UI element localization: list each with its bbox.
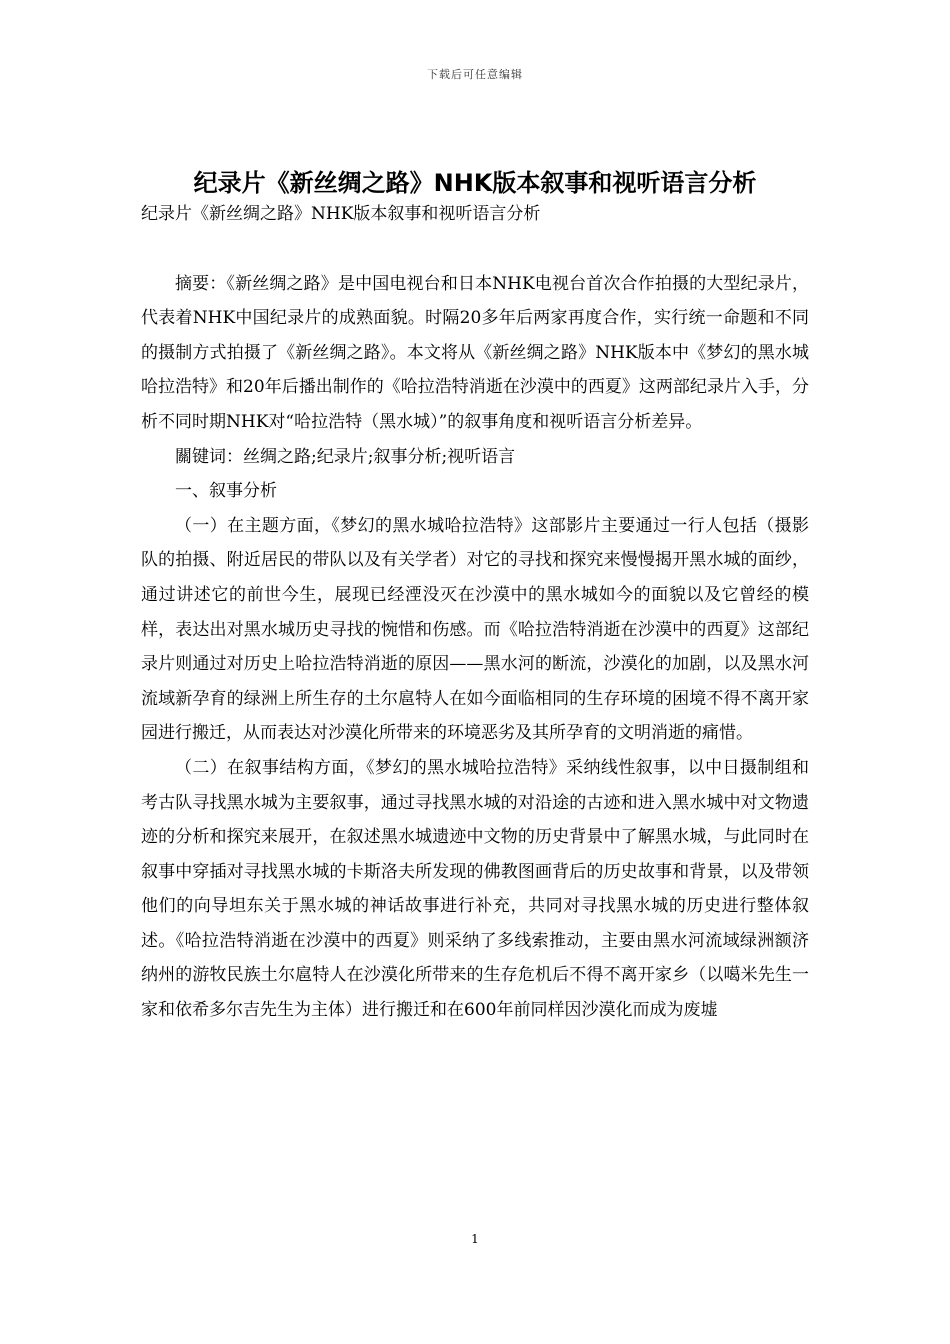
page-number: 1 — [471, 1232, 479, 1246]
document-subtitle: 纪录片《新丝绸之路》NHK版本叙事和视听语言分析 — [141, 204, 541, 224]
body-paragraph-1: （一）在主题方面，《梦幻的黑水城哈拉浩特》这部影片主要通过一行人包括（摄影队的拍摄、附近居民的带队以及有关学者）对它的寻找和探究来慢慢揭开黑水城的面纱，通过讲述它的前世今生，展现已经湮没灭在沙漠中的黑水城如今的面貌以及它曾经的模样，表达出对黑水城历史寻找的惋惜和伤感。而《哈拉浩特消逝在沙漠中的西夏》这部纪录片则通过对历史上哈拉浩特消逝的原因——黑水河的断流，沙漠化的加剧，以及黑水河流域新孕育的绿洲上所生存的土尔扈特人在如今面临相同的生存环境的困境不得不离开家园进行搬迁，从而表达对沙漠化所带来的环境恶劣及其所孕育的文明消逝的痛惜。 — [141, 515, 809, 744]
document-body — [141, 197, 809, 1028]
header-note: 下载后可任意编辑 — [427, 68, 523, 81]
body-paragraph-2: （二）在叙事结构方面，《梦幻的黑水城哈拉浩特》采纳线性叙事，以中日摄制组和考古队寻找黑水城为主要叙事，通过寻找黑水城的对沿途的古迹和进入黑水城中对文物遗迹的分析和探究来展开，在叙述黑水城遗迹中文物的历史背景中了解黑水城，与此同时在叙事中穿插对寻找黑水城的卡斯洛夫所发现的佛教图画背后的历史故事和背景，以及带领他们的向导坦东关于黑水城的神话故事进行补充，共同对寻找黑水城的历史进行整体叙述。《哈拉浩特消逝在沙漠中的西夏》则采纳了多线索推动，主要由黑水河流域绿洲额济纳州的游牧民族土尔扈特人在沙漠化所带来的生存危机后不得不离开家乡（以噶米先生一家和依希多尔吉先生为主体）进行搬迁和在600年前同样因沙漠化而成为废墟 — [141, 757, 809, 1021]
abstract-paragraph: 摘要：《新丝绸之路》是中国电视台和日本NHK电视台首次合作拍摄的大型纪录片，代表着NHK中国纪录片的成熟面貌。时隔20多年后两家再度合作，实行统一命题和不同的摄制方式拍摄了《新丝绸之路》。本文将从《新丝绸之路》NHK版本中《梦幻的黑水城哈拉浩特》和20年后播出制作的《哈拉浩特消逝在沙漠中的西夏》这两部纪录片入手，分析不同时期NHK对“哈拉浩特（黑水城）”的叙事角度和视听语言分析差异。 — [141, 273, 809, 432]
keywords-line: 關键词：丝绸之路;纪录片;叙事分析;视听语言 — [175, 446, 516, 467]
document-title: 纪录片《新丝绸之路》NHK版本叙事和视听语言分析 — [193, 169, 757, 198]
section-heading: 一、叙事分析 — [175, 481, 277, 502]
